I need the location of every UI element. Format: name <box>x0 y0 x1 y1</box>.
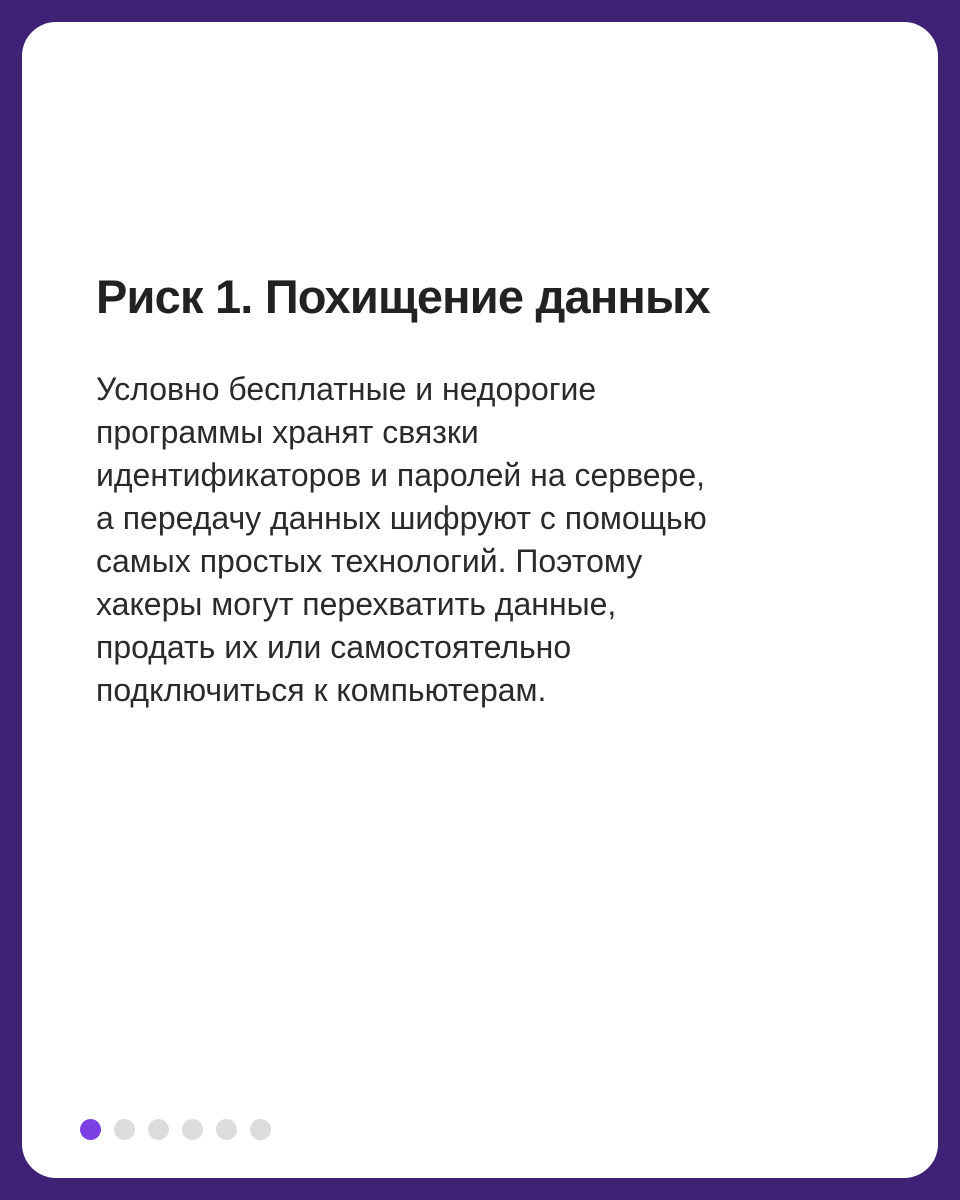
slide-body-text <box>96 368 816 712</box>
pagination-dot-4[interactable] <box>182 1119 203 1140</box>
pagination-dot-6[interactable] <box>250 1119 271 1140</box>
pagination-dot-5[interactable] <box>216 1119 237 1140</box>
body-line: самых простых технологий. Поэтому <box>96 543 643 579</box>
body-line: программы хранят связки <box>96 414 479 450</box>
body-line: идентификаторов и паролей на сервере, <box>96 457 706 493</box>
slide-card <box>22 22 938 1178</box>
slide-title: Риск 1. Похищение данных <box>96 270 710 323</box>
body-line: подключиться к компьютерам. <box>96 672 547 708</box>
pagination-dot-3[interactable] <box>148 1119 169 1140</box>
pagination-dot-1[interactable] <box>80 1119 101 1140</box>
body-line: хакеры могут перехватить данные, <box>96 586 617 622</box>
body-line: а передачу данных шифруют с помощью <box>96 500 707 536</box>
body-line: Условно бесплатные и недорогие <box>96 371 597 407</box>
pagination-dots <box>80 1119 271 1140</box>
pagination-dot-2[interactable] <box>114 1119 135 1140</box>
body-line: продать их или самостоятельно <box>96 629 572 665</box>
